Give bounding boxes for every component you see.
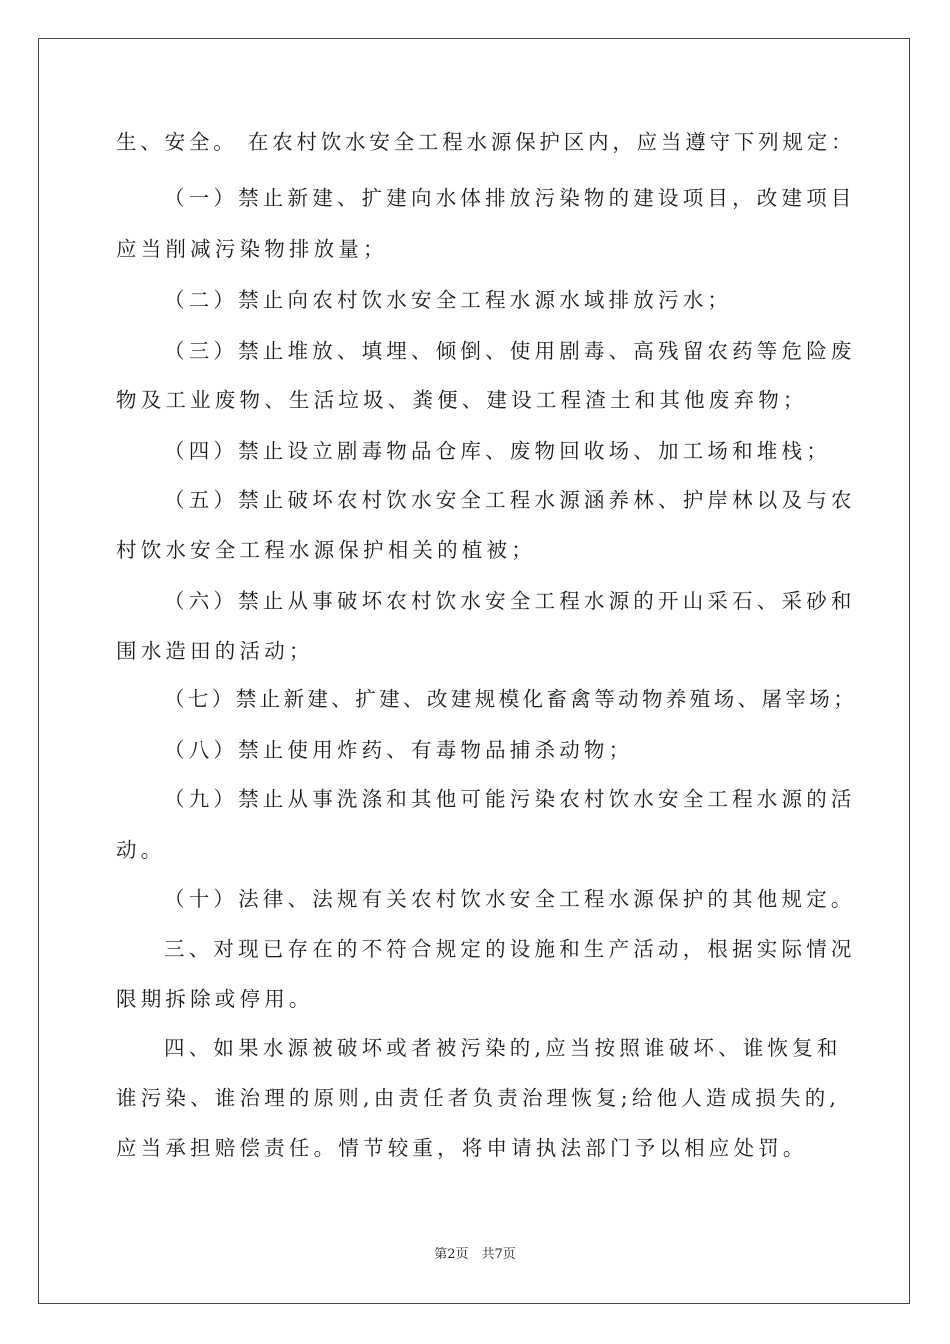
text-line: 应当承担赔偿责任。情节较重，将申请执法部门予以相应处罚。 [116, 1136, 808, 1160]
text-line: （九）禁止从事洗涤和其他可能污染农村饮水安全工程水源的活 [164, 787, 856, 811]
text-line: 围水造田的活动； [116, 639, 314, 663]
text-line: （三）禁止堆放、填埋、倾倒、使用剧毒、高残留农药等危险废 [164, 339, 856, 363]
text-line: 应当削减污染物排放量； [116, 237, 388, 261]
text-line: （八）禁止使用炸药、有毒物品捕杀动物； [164, 738, 634, 762]
text-line: （七）禁止新建、扩建、改建规模化畜禽等动物养殖场、屠宰场； [164, 687, 858, 711]
text-line: （四）禁止设立剧毒物品仓库、废物回收场、加工场和堆栈； [164, 439, 831, 463]
text-line: 限期拆除或停用。 [116, 987, 314, 1011]
text-line: 物及工业废物、生活垃圾、粪便、建设工程渣土和其他废弃物； [116, 388, 808, 412]
text-line: （十）法律、法规有关农村饮水安全工程水源保护的其他规定。 [164, 887, 856, 911]
text-line: 四、如果水源被破坏或者被污染的,应当按照谁破坏、谁恢复和 [164, 1036, 842, 1060]
text-line: （六）禁止从事破坏农村饮水安全工程水源的开山采石、采砂和 [164, 589, 856, 613]
text-line: 三、对现已存在的不符合规定的设施和生产活动，根据实际情况 [164, 937, 856, 961]
text-line: 村饮水安全工程水源保护相关的植被； [116, 538, 536, 562]
page-number: 第2页 共7页 [434, 1247, 516, 1262]
text-line: 生、安全。 在农村饮水安全工程水源保护区内，应当遵守下列规定： [116, 130, 856, 154]
text-line: （一）禁止新建、扩建向水体排放污染物的建设项目，改建项目 [164, 186, 856, 210]
text-line: 动。 [116, 838, 166, 862]
text-line: （二）禁止向农村饮水安全工程水源水域排放污水； [164, 288, 733, 312]
text-line: （五）禁止破坏农村饮水安全工程水源涵养林、护岸林以及与农 [164, 488, 856, 512]
text-line: 谁污染、谁治理的原则,由责任者负责治理恢复;给他人造成损失的, [116, 1086, 841, 1110]
page-border [38, 38, 910, 1304]
